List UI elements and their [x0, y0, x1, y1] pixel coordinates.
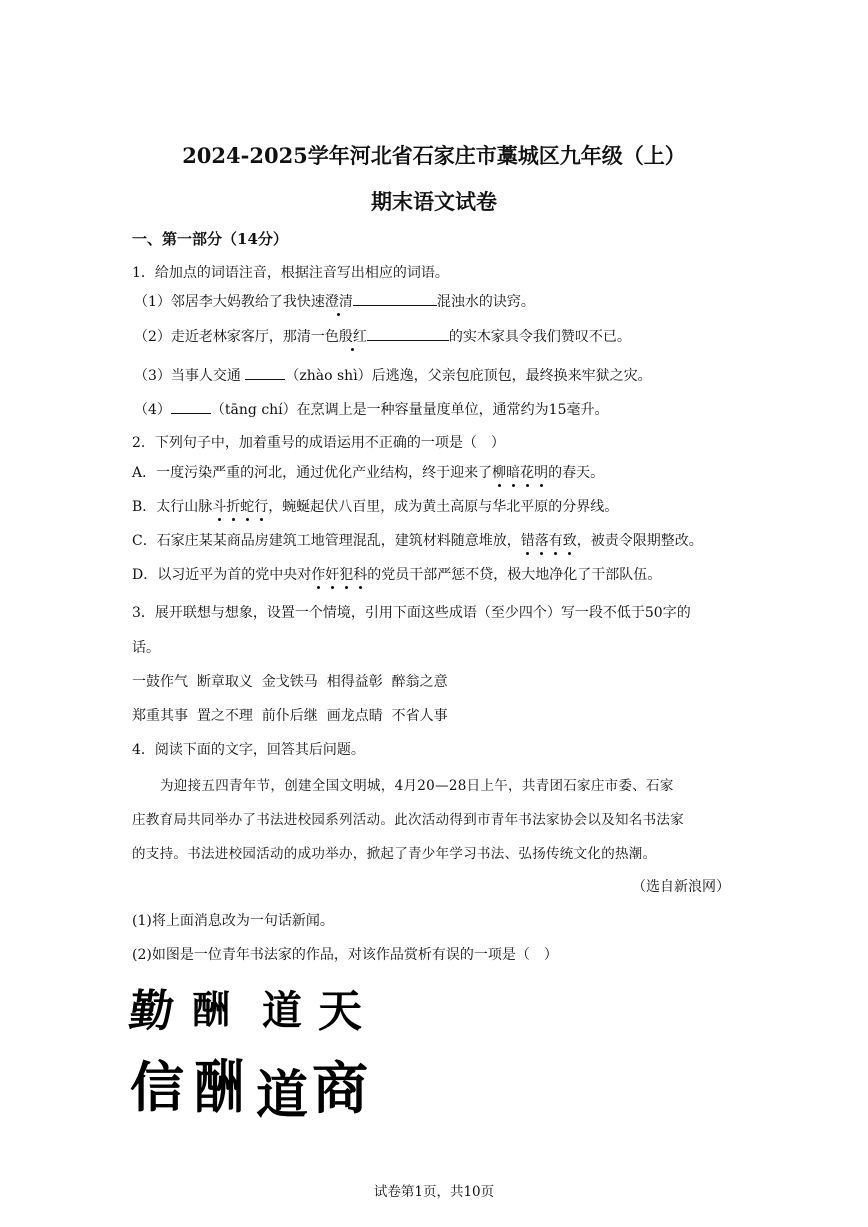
q2-option-b-pre: B．太行山脉 — [132, 499, 213, 515]
q1-item-3-blank[interactable] — [245, 365, 285, 380]
q1-item-4-blank[interactable] — [171, 399, 211, 414]
q3-idiom-row-2: 郑重其事 置之不理 前仆后继 画龙点睛 不省人事 — [132, 708, 448, 724]
q1-stem: 1．给加点的词语注音，根据注音写出相应的词语。 — [132, 265, 449, 281]
q2-option-c-idiom: 错落有致 — [520, 533, 577, 549]
calligraphy-char-r1-2: 酬 — [192, 987, 231, 1032]
calligraphy-image — [125, 975, 378, 1126]
q2-option-b-idiom: 斗折蛇行 — [212, 499, 269, 515]
q2-option-c-post: ，被责令限期整改。 — [576, 533, 703, 549]
q3-idiom-row-1: 一鼓作气 断章取义 金戈铁马 相得益彰 醉翁之意 — [132, 674, 448, 690]
calligraphy-char-r2-4: 商 — [312, 1056, 368, 1122]
q4-passage-line-1: 为迎接五四青年节，创建全国文明城，4月20—28日上午，共青团石家庄市委、石家 — [160, 778, 674, 794]
q4-passage-line-3: 的支持。书法进校园活动的成功举办，掀起了青少年学习书法、弘扬传统文化的热潮。 — [132, 846, 657, 862]
q1-item-1 — [134, 291, 535, 311]
q1-item-4 — [134, 399, 608, 419]
q4-passage-line-2: 庄教育局共同举办了书法进校园系列活动。此次活动得到市青年书法家协会以及知名书法家 — [132, 812, 684, 828]
q1-item-2-pre: （2）走近老林家客厅，那清一色 — [134, 329, 339, 345]
q2-option-b-post: ，蜿蜒起伏八百里，成为黄土高原与华北平原的分界线。 — [268, 499, 619, 515]
q1-item-2 — [134, 326, 631, 346]
q2-option-d-post: 的党员干部严惩不贷，极大地净化了干部队伍。 — [367, 567, 662, 583]
q1-item-3-pre: （3）当事人交通 — [134, 368, 241, 384]
q1-item-2-blank[interactable] — [367, 326, 449, 341]
q2-option-a[interactable] — [132, 462, 604, 482]
section-heading: 一、第一部分（14分） — [132, 230, 288, 248]
q1-item-3-post: （zhào shì）后逃逸，父亲包庇顶包，最终换来牢狱之灾。 — [285, 368, 652, 384]
q4-sub-1: (1)将上面消息改为一句话新闻。 — [132, 913, 334, 929]
calligraphy-char-r1-1: 勤 — [125, 986, 177, 1037]
q1-item-4-post: （tāng chí）在烹调上是一种容量量度单位，通常约为15毫升。 — [210, 402, 609, 418]
page-footer: 试卷第1页，共10页 — [373, 1184, 495, 1200]
calligraphy-char-r2-3: 道 — [256, 1065, 309, 1126]
q4-stem: 4．阅读下面的文字，回答其后问题。 — [132, 742, 365, 758]
q1-item-4-pre: （4） — [134, 402, 171, 418]
calligraphy-char-r2-1: 信 — [130, 1055, 184, 1119]
q1-item-2-post: 的实木家具令我们赞叹不已。 — [448, 329, 631, 345]
q2-stem: 2．下列句子中，加着重号的成语运用不正确的一项是（ ） — [132, 435, 505, 451]
q2-option-d-pre: D．以习近平为首的党中央对 — [132, 567, 312, 583]
q1-item-2-word: 殷红 — [338, 329, 367, 345]
q4-source: （选自新浪网） — [632, 879, 730, 895]
calligraphy-char-r1-4: 天 — [318, 986, 362, 1037]
q3-stem-line-2: 话。 — [132, 640, 160, 656]
q3-stem-line-1: 3．展开联想与想象，设置一个情境，引用下面这些成语（至少四个）写一段不低于50字的 — [132, 605, 691, 621]
q1-item-1-post: 混浊水的诀窍。 — [436, 294, 535, 310]
q2-option-c-pre: C．石家庄某某商品房建筑工地管理混乱，建筑材料随意堆放， — [132, 533, 521, 549]
page-title: 2024-2025学年河北省石家庄市藁城区九年级（上） — [182, 143, 686, 168]
calligraphy-char-r2-2: 酬 — [194, 1053, 244, 1121]
q1-item-1-blank[interactable] — [353, 291, 437, 306]
calligraphy-char-r1-3: 道 — [262, 987, 302, 1034]
q4-sub-2: (2)如图是一位青年书法家的作品，对该作品赏析有误的一项是（ ） — [132, 947, 558, 963]
q2-option-b[interactable] — [132, 496, 618, 516]
q2-option-a-pre: A．一度污染严重的河北，通过优化产业结构，终于迎来了 — [132, 465, 493, 481]
q2-option-d-idiom: 作奸犯科 — [311, 567, 368, 583]
q1-item-3 — [134, 365, 652, 385]
q2-option-a-idiom: 柳暗花明 — [492, 465, 549, 481]
q2-option-a-post: 的春天。 — [548, 465, 605, 481]
q2-option-c[interactable] — [132, 530, 703, 550]
page-subtitle: 期末语文试卷 — [371, 189, 497, 214]
q2-option-d[interactable] — [132, 564, 661, 584]
q1-item-1-pre: （1）邻居李大妈教给了我快速 — [134, 294, 325, 310]
q1-item-1-word: 澄清 — [324, 294, 353, 310]
